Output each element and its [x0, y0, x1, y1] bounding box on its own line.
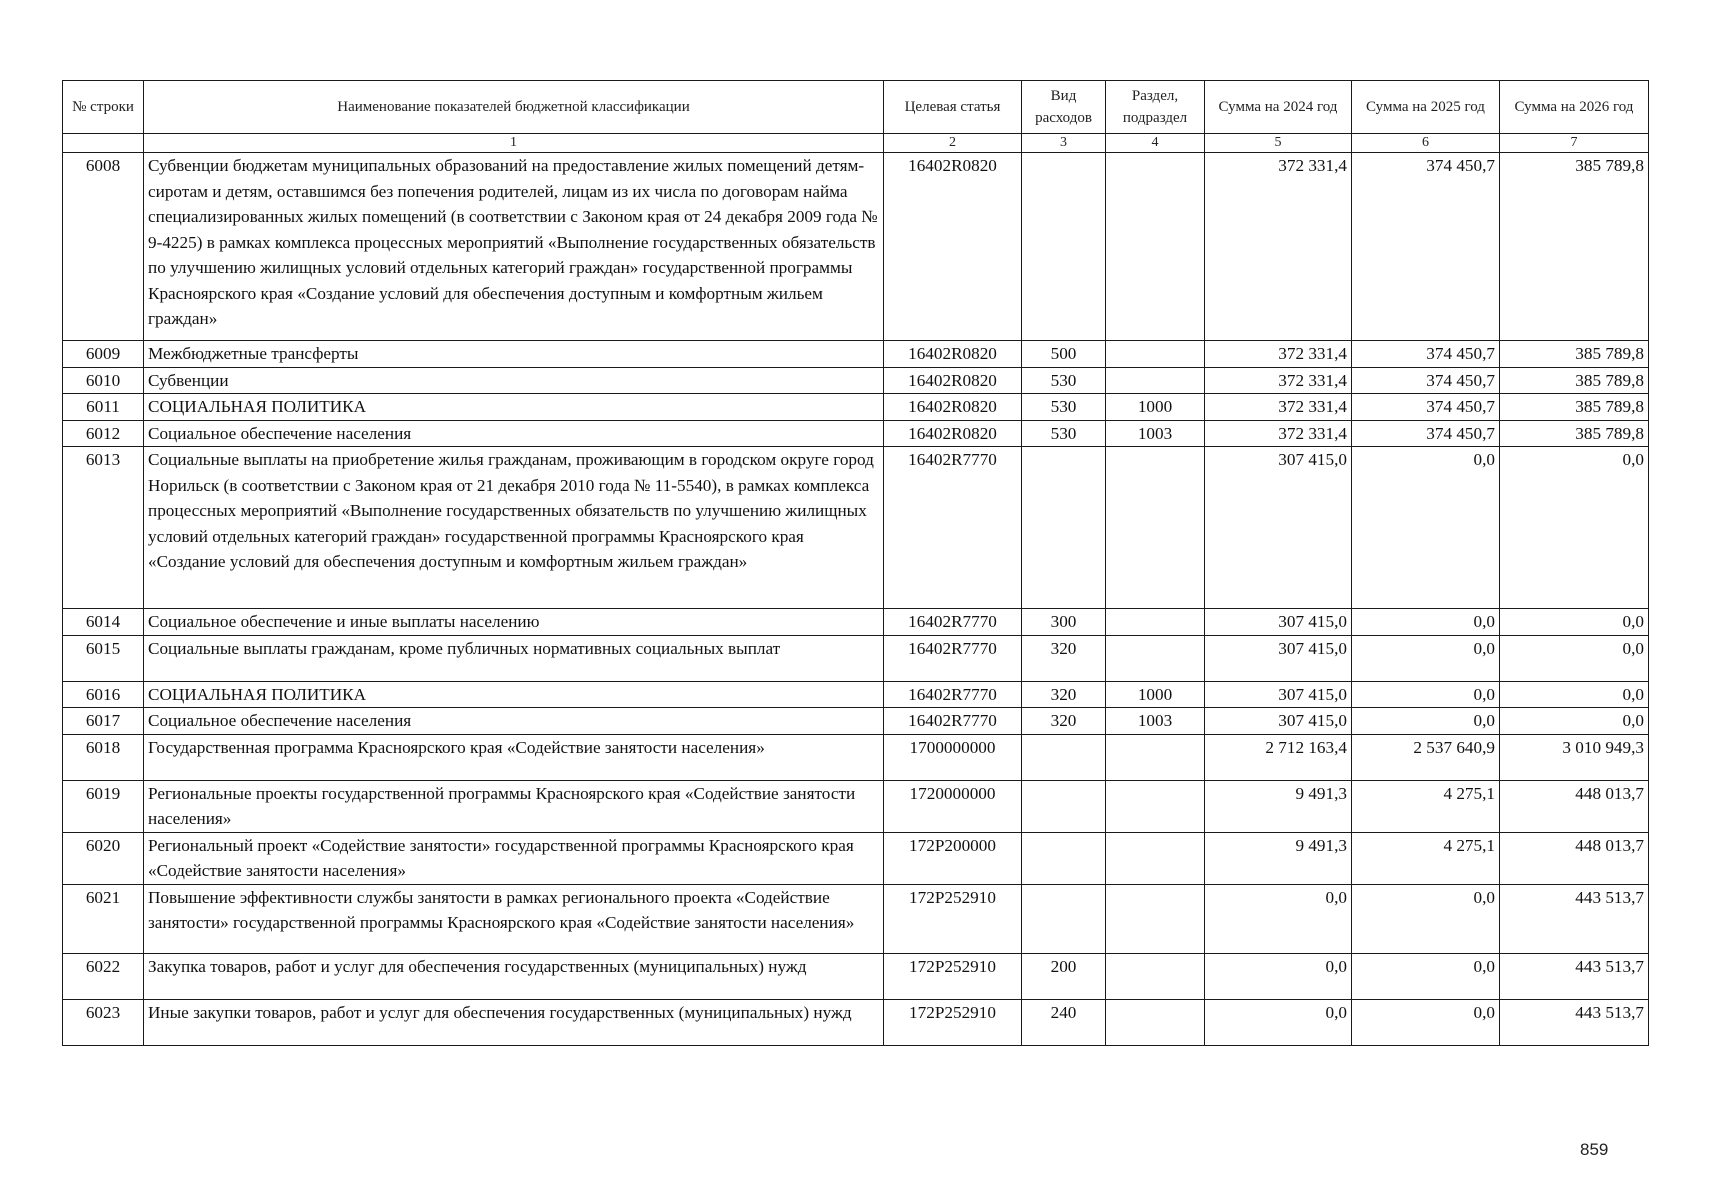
section-subsection: 1000 — [1106, 681, 1205, 708]
section-subsection — [1106, 153, 1205, 341]
table-row — [63, 341, 1649, 368]
sum-2026: 385 789,8 — [1500, 341, 1649, 368]
sum-2025: 0,0 — [1352, 999, 1500, 1045]
sum-2026: 0,0 — [1500, 708, 1649, 735]
target-article: 16402R0820 — [884, 394, 1022, 421]
sum-2025: 4 275,1 — [1352, 832, 1500, 884]
sum-2025: 374 450,7 — [1352, 420, 1500, 447]
section-subsection — [1106, 367, 1205, 394]
indicator-name: Социальное обеспечение и иные выплаты населению — [144, 609, 884, 636]
row-number: 6019 — [63, 780, 144, 832]
section-subsection — [1106, 780, 1205, 832]
table-row — [63, 780, 1649, 832]
expense-type: 530 — [1022, 367, 1106, 394]
sum-2026: 3 010 949,3 — [1500, 734, 1649, 780]
table-body — [63, 153, 1649, 1046]
sum-2026: 385 789,8 — [1500, 394, 1649, 421]
target-article: 16402R7770 — [884, 681, 1022, 708]
sum-2025: 0,0 — [1352, 635, 1500, 681]
header-target-article: Целевая статья — [884, 81, 1022, 134]
column-number: 2 — [884, 134, 1022, 153]
table-row — [63, 734, 1649, 780]
column-number-blank — [63, 134, 144, 153]
sum-2026: 448 013,7 — [1500, 832, 1649, 884]
expense-type: 500 — [1022, 341, 1106, 368]
sum-2024: 372 331,4 — [1205, 420, 1352, 447]
table-row — [63, 635, 1649, 681]
indicator-name: Субвенции бюджетам муниципальных образований на предоставление жилых помещений детям-сиротам и детям, оставшимся без попечения родителей, лицам из их числа по договорам найма специализированных жилых помещений (в соответствии с Законом края от 24 декабря 2009 года № 9-4225) в рамках комплекса процессных мероприятий «Выполнение государственных обязательств по улучшению жилищных условий отдельных категорий граждан» государственной программы Красноярского края «Создание условий для обеспечения доступным и комфортным жильем граждан» — [144, 153, 884, 341]
sum-2025: 0,0 — [1352, 708, 1500, 735]
sum-2026: 385 789,8 — [1500, 367, 1649, 394]
target-article: 172P252910 — [884, 953, 1022, 999]
section-subsection — [1106, 447, 1205, 609]
sum-2024: 2 712 163,4 — [1205, 734, 1352, 780]
sum-2025: 374 450,7 — [1352, 153, 1500, 341]
table-row — [63, 832, 1649, 884]
section-subsection — [1106, 609, 1205, 636]
row-number: 6015 — [63, 635, 144, 681]
sum-2026: 0,0 — [1500, 681, 1649, 708]
sum-2025: 374 450,7 — [1352, 367, 1500, 394]
sum-2026: 0,0 — [1500, 447, 1649, 609]
sum-2025: 0,0 — [1352, 953, 1500, 999]
column-number: 7 — [1500, 134, 1649, 153]
table-row — [63, 447, 1649, 609]
expense-type — [1022, 832, 1106, 884]
target-article: 1720000000 — [884, 780, 1022, 832]
indicator-name: Социальное обеспечение населения — [144, 708, 884, 735]
indicator-name: Государственная программа Красноярского края «Содействие занятости населения» — [144, 734, 884, 780]
header-section: Раздел, подраздел — [1106, 81, 1205, 134]
sum-2024: 307 415,0 — [1205, 609, 1352, 636]
row-number: 6017 — [63, 708, 144, 735]
sum-2025: 2 537 640,9 — [1352, 734, 1500, 780]
column-number: 1 — [144, 134, 884, 153]
budget-table — [62, 80, 1649, 1046]
target-article: 16402R0820 — [884, 420, 1022, 447]
column-number: 3 — [1022, 134, 1106, 153]
sum-2026: 385 789,8 — [1500, 153, 1649, 341]
expense-type: 530 — [1022, 420, 1106, 447]
table-row — [63, 999, 1649, 1045]
header-row-number: № строки — [63, 81, 144, 134]
target-article: 172P252910 — [884, 999, 1022, 1045]
target-article: 16402R7770 — [884, 708, 1022, 735]
indicator-name: Социальные выплаты на приобретение жилья гражданам, проживающим в городском округе город Норильск (в соответствии с Законом края от 21 декабря 2010 года № 11-5540), в рамках комплекса процессных мероприятий «Выполнение государственных обязательств по улучшению жилищных условий отдельных категорий граждан» государственной программы Красноярского края «Создание условий для обеспечения доступным и комфортным жильем граждан» — [144, 447, 884, 609]
header-name: Наименование показателей бюджетной классификации — [144, 81, 884, 134]
header-sum-2025: Сумма на 2025 год — [1352, 81, 1500, 134]
target-article: 172P200000 — [884, 832, 1022, 884]
sum-2024: 0,0 — [1205, 884, 1352, 953]
header-expense-type: Вид расходов — [1022, 81, 1106, 134]
sum-2024: 9 491,3 — [1205, 832, 1352, 884]
indicator-name: Социальные выплаты гражданам, кроме публичных нормативных социальных выплат — [144, 635, 884, 681]
table-row — [63, 420, 1649, 447]
target-article: 16402R7770 — [884, 609, 1022, 636]
section-subsection — [1106, 953, 1205, 999]
row-number: 6014 — [63, 609, 144, 636]
row-number: 6022 — [63, 953, 144, 999]
section-subsection — [1106, 734, 1205, 780]
sum-2024: 307 415,0 — [1205, 681, 1352, 708]
sum-2025: 374 450,7 — [1352, 394, 1500, 421]
table-row — [63, 153, 1649, 341]
indicator-name: Региональные проекты государственной программы Красноярского края «Содействие занятости населения» — [144, 780, 884, 832]
expense-type — [1022, 734, 1106, 780]
table-row — [63, 394, 1649, 421]
expense-type: 300 — [1022, 609, 1106, 636]
row-number: 6013 — [63, 447, 144, 609]
section-subsection — [1106, 635, 1205, 681]
indicator-name: Повышение эффективности службы занятости в рамках регионального проекта «Содействие занятости» государственной программы Красноярского края «Содействие занятости населения» — [144, 884, 884, 953]
section-subsection — [1106, 832, 1205, 884]
sum-2026: 448 013,7 — [1500, 780, 1649, 832]
target-article: 16402R7770 — [884, 635, 1022, 681]
table-row — [63, 367, 1649, 394]
column-number: 6 — [1352, 134, 1500, 153]
indicator-name: Закупка товаров, работ и услуг для обеспечения государственных (муниципальных) нужд — [144, 953, 884, 999]
table-row — [63, 953, 1649, 999]
sum-2026: 0,0 — [1500, 635, 1649, 681]
row-number: 6008 — [63, 153, 144, 341]
sum-2025: 0,0 — [1352, 884, 1500, 953]
sum-2024: 372 331,4 — [1205, 394, 1352, 421]
indicator-name: Иные закупки товаров, работ и услуг для обеспечения государственных (муниципальных) нужд — [144, 999, 884, 1045]
table-row — [63, 708, 1649, 735]
column-number: 4 — [1106, 134, 1205, 153]
row-number: 6018 — [63, 734, 144, 780]
expense-type: 320 — [1022, 681, 1106, 708]
budget-sheet — [62, 80, 1648, 1046]
indicator-name: Межбюджетные трансферты — [144, 341, 884, 368]
indicator-name: Социальное обеспечение населения — [144, 420, 884, 447]
sum-2026: 443 513,7 — [1500, 999, 1649, 1045]
page-number: 859 — [1580, 1140, 1609, 1159]
column-number-row — [63, 134, 1649, 153]
target-article: 16402R7770 — [884, 447, 1022, 609]
sum-2025: 4 275,1 — [1352, 780, 1500, 832]
header-sum-2026: Сумма на 2026 год — [1500, 81, 1649, 134]
row-number: 6020 — [63, 832, 144, 884]
row-number: 6011 — [63, 394, 144, 421]
table-row — [63, 681, 1649, 708]
indicator-name: СОЦИАЛЬНАЯ ПОЛИТИКА — [144, 394, 884, 421]
target-article: 16402R0820 — [884, 153, 1022, 341]
row-number: 6012 — [63, 420, 144, 447]
indicator-name: СОЦИАЛЬНАЯ ПОЛИТИКА — [144, 681, 884, 708]
sum-2025: 0,0 — [1352, 609, 1500, 636]
expense-type: 530 — [1022, 394, 1106, 421]
sum-2024: 307 415,0 — [1205, 447, 1352, 609]
sum-2024: 9 491,3 — [1205, 780, 1352, 832]
expense-type — [1022, 153, 1106, 341]
table-row — [63, 884, 1649, 953]
sum-2026: 443 513,7 — [1500, 884, 1649, 953]
indicator-name: Субвенции — [144, 367, 884, 394]
expense-type: 320 — [1022, 708, 1106, 735]
target-article: 172P252910 — [884, 884, 1022, 953]
sum-2024: 307 415,0 — [1205, 635, 1352, 681]
sum-2024: 372 331,4 — [1205, 367, 1352, 394]
sum-2024: 372 331,4 — [1205, 153, 1352, 341]
header-row — [63, 81, 1649, 134]
sum-2024: 0,0 — [1205, 953, 1352, 999]
row-number: 6010 — [63, 367, 144, 394]
section-subsection: 1003 — [1106, 708, 1205, 735]
row-number: 6009 — [63, 341, 144, 368]
row-number: 6023 — [63, 999, 144, 1045]
expense-type: 200 — [1022, 953, 1106, 999]
sum-2025: 0,0 — [1352, 447, 1500, 609]
section-subsection — [1106, 999, 1205, 1045]
expense-type: 240 — [1022, 999, 1106, 1045]
sum-2026: 385 789,8 — [1500, 420, 1649, 447]
sum-2024: 372 331,4 — [1205, 341, 1352, 368]
column-number: 5 — [1205, 134, 1352, 153]
target-article: 1700000000 — [884, 734, 1022, 780]
section-subsection — [1106, 884, 1205, 953]
row-number: 6016 — [63, 681, 144, 708]
section-subsection — [1106, 341, 1205, 368]
header-sum-2024: Сумма на 2024 год — [1205, 81, 1352, 134]
sum-2026: 0,0 — [1500, 609, 1649, 636]
expense-type — [1022, 447, 1106, 609]
expense-type — [1022, 780, 1106, 832]
target-article: 16402R0820 — [884, 341, 1022, 368]
sum-2025: 374 450,7 — [1352, 341, 1500, 368]
expense-type — [1022, 884, 1106, 953]
row-number: 6021 — [63, 884, 144, 953]
expense-type: 320 — [1022, 635, 1106, 681]
target-article: 16402R0820 — [884, 367, 1022, 394]
sum-2024: 307 415,0 — [1205, 708, 1352, 735]
table-row — [63, 609, 1649, 636]
section-subsection: 1003 — [1106, 420, 1205, 447]
sum-2024: 0,0 — [1205, 999, 1352, 1045]
indicator-name: Региональный проект «Содействие занятости» государственной программы Красноярского края «Содействие занятости населения» — [144, 832, 884, 884]
sum-2026: 443 513,7 — [1500, 953, 1649, 999]
section-subsection: 1000 — [1106, 394, 1205, 421]
sum-2025: 0,0 — [1352, 681, 1500, 708]
